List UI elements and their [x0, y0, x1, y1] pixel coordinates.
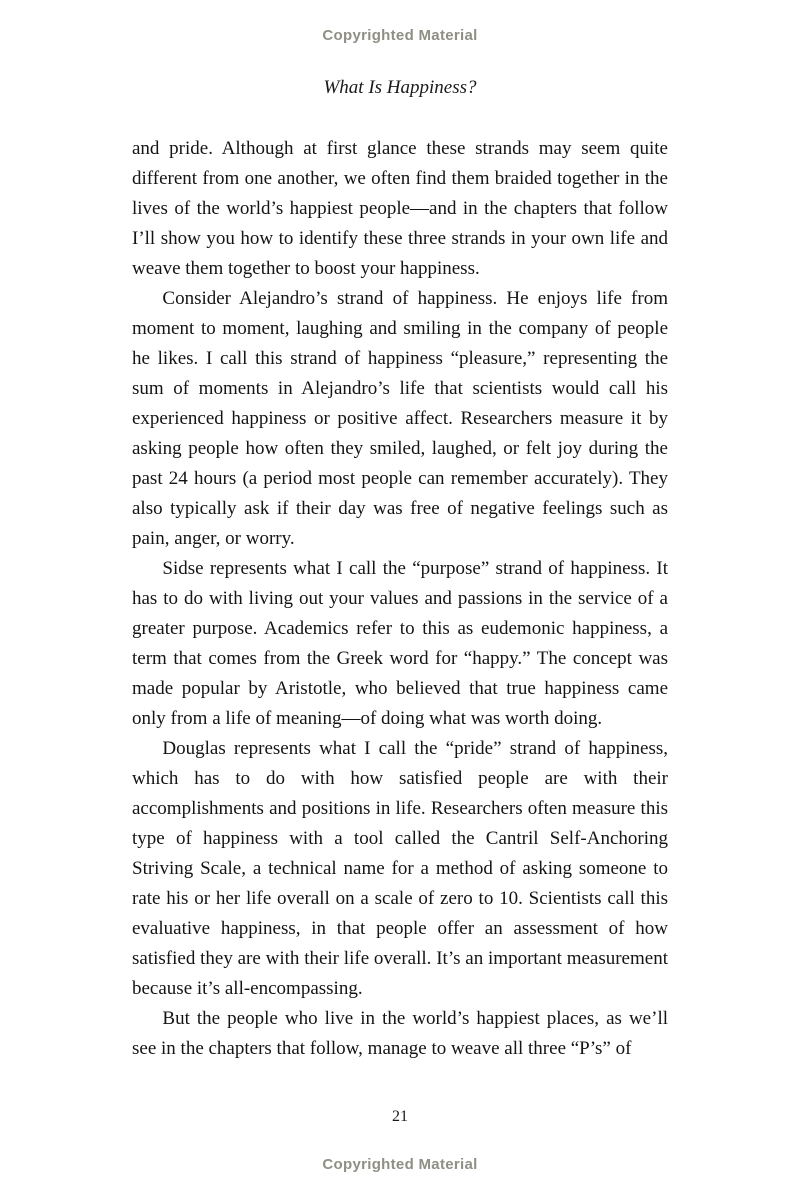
- paragraph: But the people who live in the world’s happiest places, as we’ll see in the chapters that follow, manage to weave all three “P’s” of: [132, 1008, 668, 1059]
- paragraph: Consider Alejandro’s strand of happiness. He enjoys life from moment to moment, laughing and smiling in the company of people he likes. I call this strand of happiness “pleasure,” representing the sum of moments in Alejandro’s life that scientists would call his experienced happiness or positive affect. Researchers measure it by asking people how often they smiled, laughed, or felt joy during the past 24 hours (a period most people can remember accurately). They also typically ask if their day was free of negative feelings such as pain, anger, or worry.: [132, 288, 668, 549]
- page-number: 21: [392, 1108, 408, 1125]
- chapter-running-head: What Is Happiness?: [323, 77, 477, 98]
- body-text: [132, 134, 668, 1064]
- paragraph: Sidse represents what I call the “purpose” strand of happiness. It has to do with living out your values and passions in the service of a greater purpose. Academics refer to this as eudemonic happiness, a term that comes from the Greek word for “happy.” The concept was made popular by Aristotle, who believed that true happiness came only from a life of meaning—of doing what was worth doing.: [132, 558, 668, 729]
- copyright-notice-top: Copyrighted Material: [322, 27, 478, 44]
- paragraph: Douglas represents what I call the “pride” strand of happiness, which has to do with how satisfied people are with their accomplishments and positions in life. Researchers often measure this type of happiness with a tool called the Cantril Self-Anchoring Striving Scale, a technical name for a method of asking someone to rate his or her life overall on a scale of zero to 10. Scientists call this evaluative happiness, in that people offer an assessment of how satisfied they are with their life overall. It’s an important measurement because it’s all-encompassing.: [132, 738, 668, 999]
- copyright-notice-bottom: Copyrighted Material: [322, 1156, 478, 1173]
- paragraph: and pride. Although at first glance these strands may seem quite different from one another, we often find them braided together in the lives of the world’s happiest people—and in the chapters that follow I’ll show you how to identify these three strands in your own life and weave them together to boost your happiness.: [132, 138, 668, 279]
